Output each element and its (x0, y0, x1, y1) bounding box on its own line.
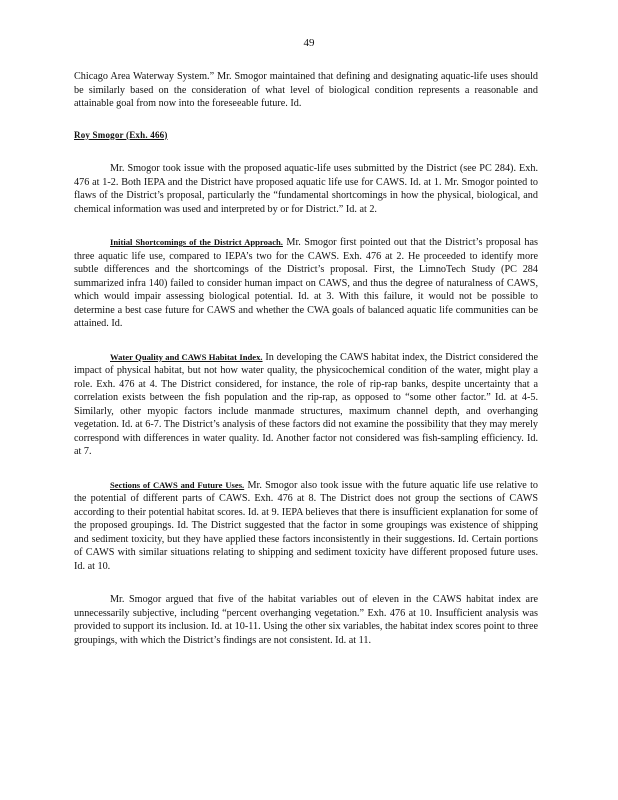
runin-heading-sections-future-uses: Sections of CAWS and Future Uses. (110, 479, 245, 490)
runin-heading-initial-shortcomings: Initial Shortcomings of the District Approach. (110, 237, 283, 247)
paragraph-text: In developing the CAWS habitat index, the District considered the impact of physical habitat, but not how water quality, the physicochemical condition of the water, might play a role. Exh. 476 at 4. The District considered, for instance, the role of rip-rap banks, despite uncertainty that a correlation exists between the fish population and the rip-rap, as opposed to “some other factor.” Id. at 4-5. Similarly, other myopic factors include manmade structures, maximum channel depth, and overhanging vegetation. Id. at 6-7. The District’s analysis of these factors did not examine the possibility that they may merely correspond with differences in water quality. Id. Another factor not considered was fish-sampling efficiency. Id. at 7. (74, 351, 538, 457)
paragraph-continuation: Chicago Area Waterway System.” Mr. Smogor maintained that defining and designating aquatic-life uses should be similarly based on the consideration of what level of biological condition represents a reasonable and attainable goal from now into the foreseeable future. Id. (74, 71, 538, 109)
paragraph-text: Mr. Smogor also took issue with the future aquatic life use relative to the potential of different parts of CAWS. Exh. 476 at 8. The District does not group the sections of CAWS according to their potential habitat scores. Id. at 9. IEPA believes that there is insufficient explanation for some of the proposed groupings. Id. The District suggested that the factor in some groupings was existence of shipping and sediment toxicity, but they have applied these factors inconsistently in their suggestions. Id. Certain portions of CAWS with similar situations relating to shipping and sediment toxicity have different proposed future uses. Id. at 10. (74, 479, 539, 572)
document-body (74, 70, 538, 647)
paragraph-smogor-intro: Mr. Smogor took issue with the proposed aquatic-life uses submitted by the District (see PC 284). Exh. 476 at 1-2. Both IEPA and the District have proposed aquatic life use for CAWS. Id. at 1. Mr. Smogor pointed to flaws of the District’s proposal, particularly the “fundamental shortcomings in how the physical, biological, and chemical information was used and interpreted by or for District.” Id. at 2. (74, 163, 538, 215)
paragraph-initial-shortcomings (74, 236, 538, 331)
page-number: 49 (303, 37, 315, 49)
runin-heading-water-quality: Water Quality and CAWS Habitat Index. (110, 351, 263, 362)
paragraph-habitat-variables: Mr. Smogor argued that five of the habitat variables out of eleven in the CAWS habitat index are unnecessarily subjective, including “percent overhanging vegetation.” Exh. 476 at 10. Insufficient analysis was provided to support its inclusion. Id. at 10-11. Using the other six variables, the habitat index scores point to three groupings, with which the District’s findings are not consistent. Id. at 11. (74, 594, 538, 646)
section-heading: Roy Smogor (Exh. 466) (74, 129, 168, 140)
paragraph-text: Mr. Smogor first pointed out that the District’s proposal has three aquatic life use, compared to IEPA’s two for the CAWS. Exh. 476 at 2. He proceeded to identify more subtle differences and the shortcomings of the District’s proposal. First, the LimnoTech Study (PC 284 summarized infra 140) failed to consider human impact on CAWS, and thus the degree of naturalness of CAWS, which would impair assessing biological potential. Id. at 3. With this failure, it would not be possible to determine a best case future for CAWS and whether the CWA goals of balanced aquatic life communities can be attained. Id. (74, 237, 538, 329)
paragraph-water-quality (74, 351, 538, 459)
paragraph-sections-future-uses (74, 479, 538, 574)
